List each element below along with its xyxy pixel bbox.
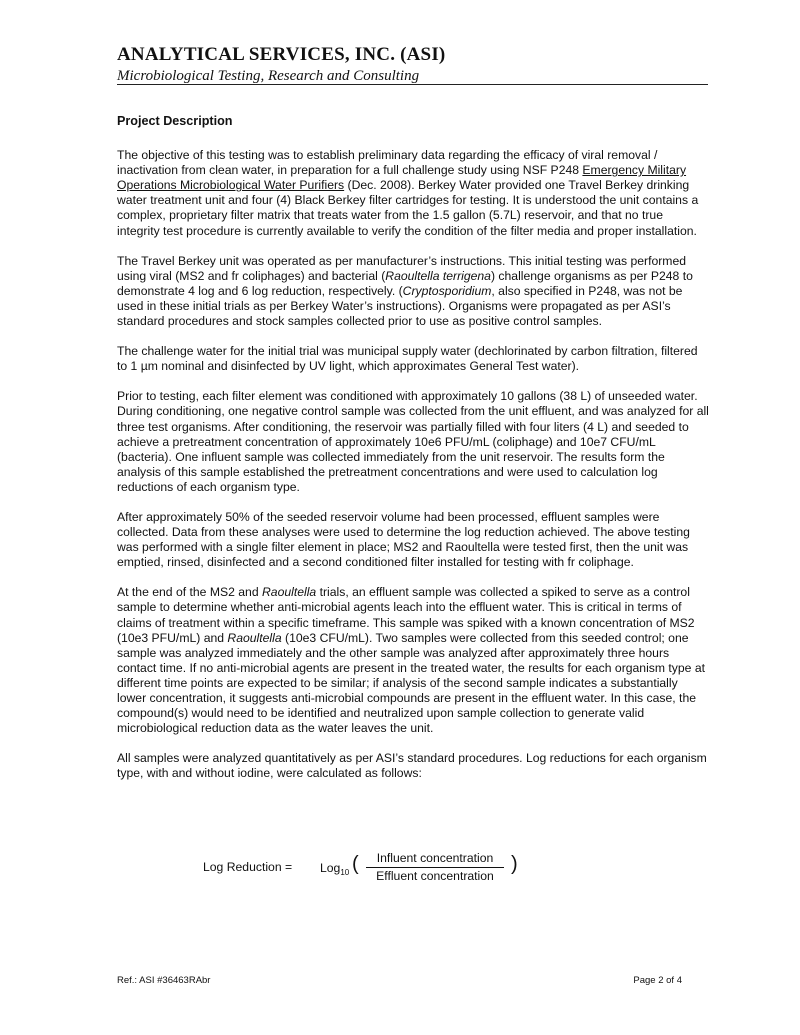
text-run: The Travel Berkey unit was operated as per manufacturer’s instructions. This initial testing was performed using viral (MS2 and fr coliphages) and bacterial ( (117, 253, 687, 283)
company-name: ANALYTICAL SERVICES, INC. (ASI) (117, 44, 446, 65)
paragraph-objective (117, 148, 709, 239)
formula-fraction-bar (366, 867, 504, 868)
paragraph-operation (117, 254, 709, 329)
formula-left-paren: ( (352, 853, 359, 875)
section-title: Project Description (117, 114, 233, 128)
formula-label: Log Reduction = (203, 860, 293, 874)
formula-log-base: 10 (340, 868, 350, 877)
paragraph-analysis: All samples were analyzed quantitatively as per ASI’s standard procedures. Log reductions for each organism type, with and without iodine, were calculated as follows: (117, 751, 707, 781)
document-body (117, 114, 709, 796)
formula-denominator: Effluent concentration (376, 869, 494, 883)
organism-name: Cryptosporidium (402, 283, 492, 298)
header-rule (117, 84, 708, 85)
text-run: trials, an effluent sample was collected a spiked to serve as a control sample to determine whether anti-microbial agents leach into the effluent water. This is critical in terms of claims of treatment within a specific timeframe. This sample was spiked with a known concentration of MS2 (10e3 PFU/mL) and (117, 585, 695, 645)
letterhead (117, 44, 708, 85)
formula-log-text: Log (320, 861, 341, 875)
text-run: The objective of this testing was to establish preliminary data regarding the efficacy of viral removal / inactivation from clean water, in preparation for a full challenge study using NSF P248 (117, 148, 658, 178)
log-reduction-formula (203, 851, 533, 887)
company-tagline: Microbiological Testing, Research and Consulting (117, 68, 420, 84)
formula-log (320, 861, 349, 875)
formula-numerator: Influent concentration (376, 851, 494, 865)
paragraph-control (117, 585, 709, 736)
organism-name: Raoultella (227, 630, 282, 645)
formula-right-paren: ) (511, 853, 518, 875)
paragraph-conditioning: Prior to testing, each filter element was conditioned with approximately 10 gallons (38 L) of unseeded water. During conditioning, one negative control sample was collected from the unit effluent, and was analyzed for all three test organisms. After conditioning, the reservoir was partially filled with four liters (4 L) and seeded to achieve a pretreatment concentration of approximately 10e6 PFU/mL (coliphage) and 10e7 CFU/mL (bacteria). One influent sample was collected immediately from the unit reservoir. The results form the analysis of this sample established the pretreatment concentrations and were used to calculation log reductions of each organism type. (117, 389, 709, 494)
footer-page-number: Page 2 of 4 (633, 975, 682, 986)
organism-name: Raoultella terrigena (385, 268, 491, 283)
text-run: (10e3 CFU/mL). Two samples were collected from this seeded control; one sample was analyzed immediately and the other sample was analyzed after approximately three hours contact time. If no anti-microbial agents are present in the treated water, the results for each organism type at different time points are expected to be similar; if analysis of the second sample indicates a substantially lower concentration, it suggests anti-microbial compounds are present in the effluent water. In this case, the compound(s) would need to be identified and neutralized upon sample collection to generate valid microbiological reduction data as the water leaves the unit. (117, 630, 706, 736)
paragraph-effluent: After approximately 50% of the seeded reservoir volume had been processed, effluent samples were collected. Data from these analyses were used to determine the log reduction achieved. The above testing was performed with a single filter element in place; MS2 and Raoultella were tested first, then the unit was emptied, rinsed, disinfected and a second conditioned filter installed for testing with fr coliphage. (117, 509, 690, 570)
standard-title-link: Emergency Military Operations Microbiological Water Purifiers (117, 163, 687, 193)
footer-reference: Ref.: ASI #36463RAbr (117, 975, 211, 986)
text-run: , also specified in P248, was not be used in these initial trials as per Berkey Water’s instructions). Organisms were propagated as per ASI’s standard procedures and stock samples collected prior to use as positive control samples. (117, 283, 683, 329)
text-run: (Dec. 2008). Berkey Water provided one Travel Berkey drinking water treatment unit and four (4) Black Berkey filter cartridges for testing. It is understood the unit contains a complex, proprietary filter matrix that treats water from the 1.5 gallon (5.7L) reservoir, and that no true integrity test procedure is currently available to verify the condition of the filter media and proper installation. (117, 178, 699, 238)
text-run: At the end of the MS2 and (117, 585, 262, 600)
organism-name: Raoultella (262, 585, 317, 600)
text-run: ) challenge organisms as per P248 to demonstrate 4 log and 6 log reduction, respectively. ( (117, 268, 693, 298)
paragraph-challenge-water: The challenge water for the initial trial was municipal supply water (dechlorinated by carbon filtration, filtered to 1 µm nominal and disinfected by UV light, which approximates General Test water). (117, 344, 698, 374)
